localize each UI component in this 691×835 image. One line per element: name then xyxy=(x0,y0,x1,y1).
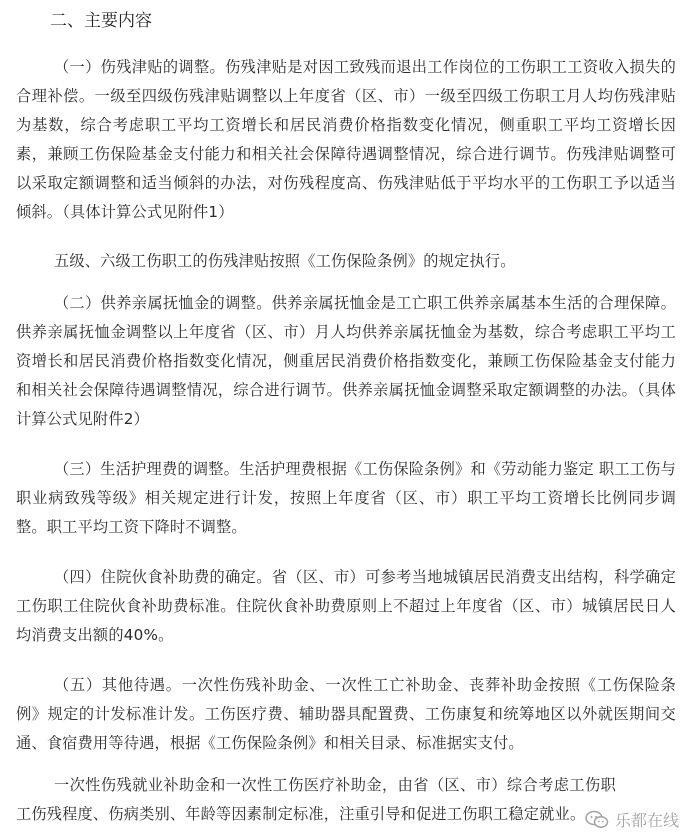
paragraph-nursing-fee: （三）生活护理费的调整。生活护理费根据《工伤保险条例》和《劳动能力鉴定 职工工伤与职业病致残等级》相关规定进行计发，按照上年度省（区、市）职工平均工资增长比例同步调整。职工平均工资下降时不调整。 xyxy=(16,460,676,536)
watermark xyxy=(585,808,679,831)
paragraph-employment-subsidy: 一次性伤残就业补助金和一次性工伤医疗补助金，由省（区、市）综合考虑工伤职工伤残程度、伤病类别、年龄等因素制定标准，注重引导和促进工伤职工稳定就业。 xyxy=(16,776,616,823)
paragraph-meal-subsidy: （四）住院伙食补助费的确定。省（区、市）可参考当地城镇居民消费支出结构，科学确定工伤职工住院伙食补助费标准。住院伙食补助费原则上不超过上年度省（区、市）城镇居民日人均消费支出额的40%。 xyxy=(16,568,676,644)
watermark-text: 乐都在线 xyxy=(614,811,679,830)
section-heading: 二、主要内容 xyxy=(50,11,152,31)
paragraph-dependent-pension: （二）供养亲属抚恤金的调整。供养亲属抚恤金是工亡职工供养亲属基本生活的合理保障。供养亲属抚恤金调整以上年度省（区、市）月人均供养亲属抚恤金为基数，综合考虑职工平均工资增长和居民消费价格指数变化情况，侧重居民消费价格指数变化，兼顾工伤保险基金支付能力和相关社会保障待遇调整情况，综合进行调节。供养亲属抚恤金调整采取定额调整的办法。（具体计算公式见附件2） xyxy=(16,294,676,428)
paragraph-disability-allowance: （一）伤残津贴的调整。伤残津贴是对因工致残而退出工作岗位的工伤职工工资收入损失的合理补偿。一级至四级伤残津贴调整以上年度省（区、市）一级至四级工伤职工月人均伤残津贴为基数，综合考虑职工平均工资增长和居民消费价格指数变化情况，侧重职工平均工资增长因素，兼顾工伤保险基金支付能力和相关社会保障待遇调整情况，综合进行调节。伤残津贴调整可以采取定额调整和适当倾斜的办法，对伤残程度高、伤残津贴低于平均水平的工伤职工予以适当倾斜。（具体计算公式见附件1） xyxy=(16,58,676,221)
paragraph-other-benefits: （五）其他待遇。一次性伤残补助金、一次性工亡补助金、丧葬补助金按照《工伤保险条例》规定的计发标准计发。工伤医疗费、辅助器具配置费、工伤康复和统筹地区以外就医期间交通、食宿费用等待遇，根据《工伤保险条例》和相关目录、标准据实支付。 xyxy=(16,676,676,752)
wechat-icon xyxy=(585,810,609,830)
paragraph-grade-five-six: 五级、六级工伤职工的伤残津贴按照《工伤保险条例》的规定执行。 xyxy=(54,252,516,270)
